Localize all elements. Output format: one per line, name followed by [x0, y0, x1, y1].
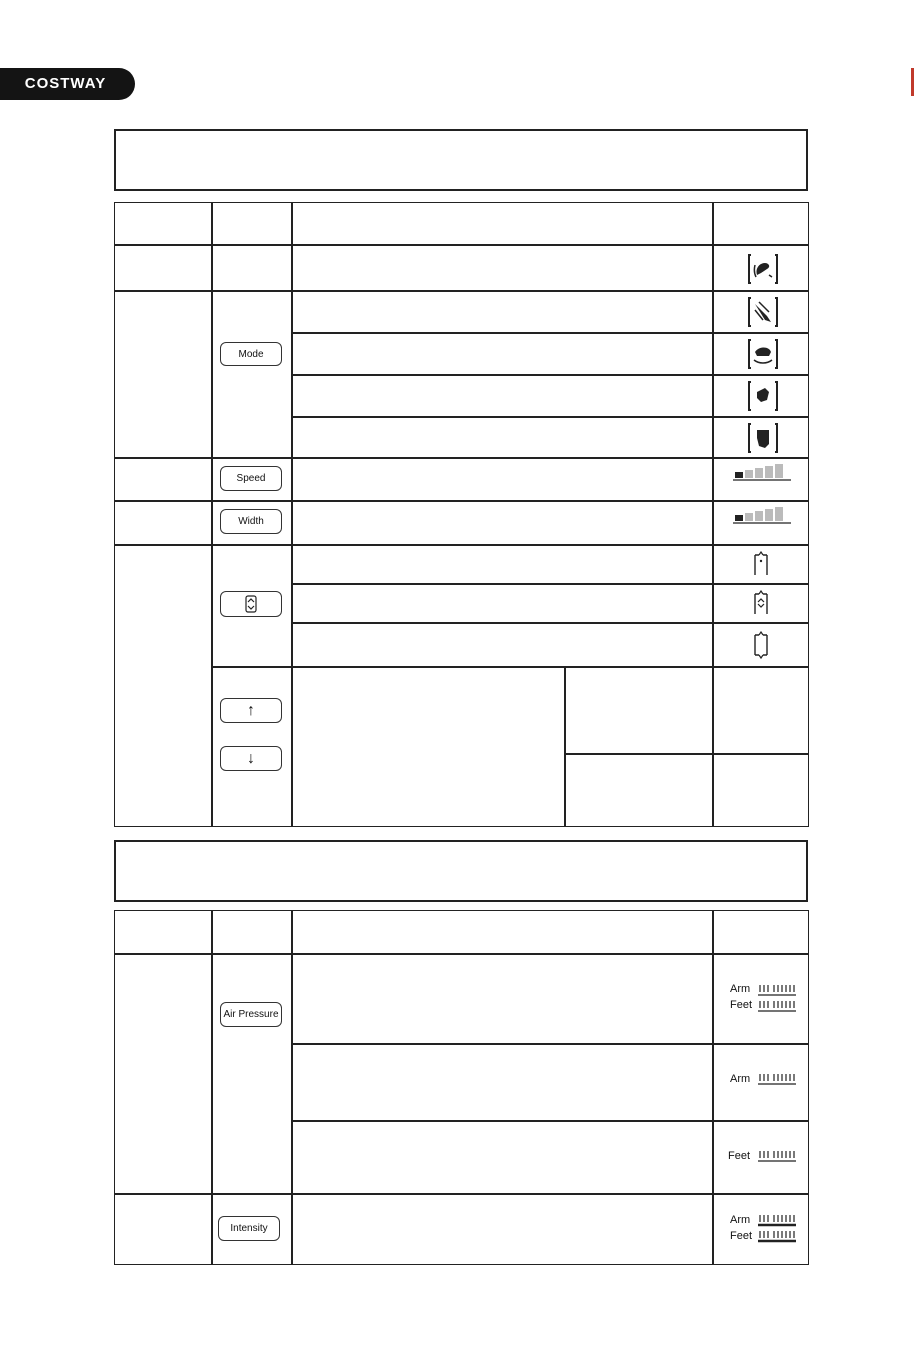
roller-middle-icon [751, 590, 771, 616]
width-level-icon [733, 505, 793, 525]
table1-title-box [114, 129, 808, 191]
intensity-level-indicator [730, 1214, 800, 1248]
arm-label: Arm [730, 983, 751, 995]
brand-logo-text: COSTWAY [24, 75, 107, 92]
speed-button[interactable] [220, 466, 282, 491]
table2-row-divider [291, 1120, 809, 1122]
table2-col-divider [291, 910, 293, 1265]
table1-col-divider [564, 666, 566, 827]
table1-row-divider [114, 290, 809, 292]
width-button-label: Width [238, 516, 264, 527]
up-button[interactable] [220, 698, 282, 723]
roller-top-icon [751, 551, 771, 577]
table1-row-divider [211, 666, 809, 668]
feet-level-bars-icon [758, 1000, 798, 1012]
position-button[interactable] [220, 591, 282, 617]
mode-button[interactable] [220, 342, 282, 366]
speed-button-label: Speed [236, 473, 266, 484]
palm-icon [745, 420, 781, 456]
intensity-button[interactable] [218, 1216, 280, 1241]
table1-col-divider [712, 202, 714, 827]
table1-row-divider [114, 500, 809, 502]
table1-row-divider [291, 374, 809, 376]
feet-intensity-bars-icon [758, 1230, 798, 1243]
arm-level-indicator [730, 1073, 800, 1089]
table1-row-divider [114, 457, 809, 459]
table2-row-divider [291, 1043, 809, 1045]
air-pressure-button[interactable] [220, 1002, 282, 1027]
feet-label: Feet [730, 1230, 753, 1242]
feet-label: Feet [730, 999, 753, 1011]
arm-feet-level-indicator [730, 983, 800, 1017]
table1-row-divider [291, 416, 809, 418]
roller-bottom-icon [751, 631, 771, 661]
table2-row-divider [114, 953, 809, 955]
table1-row-divider [564, 753, 809, 755]
table1 [114, 202, 809, 827]
intensity-button-label: Intensity [230, 1223, 268, 1234]
air-pressure-button-label: Air Pressure [223, 1009, 279, 1020]
up-arrow-icon: ↑ [247, 701, 255, 719]
table2-col-divider [211, 910, 213, 1265]
feet-level-bars-icon [758, 1150, 798, 1162]
hand-rolling-icon [745, 336, 781, 372]
hand-kneading-icon [745, 251, 781, 287]
table1-row-divider [291, 583, 809, 585]
arm-label: Arm [730, 1214, 751, 1226]
hand-tapping-icon [745, 294, 781, 330]
table2-row-divider [114, 1193, 809, 1195]
table1-col-divider [211, 202, 213, 827]
down-button[interactable] [220, 746, 282, 771]
arm-level-bars-icon [758, 1073, 798, 1085]
feet-label: Feet [728, 1150, 751, 1162]
arm-intensity-bars-icon [758, 1214, 798, 1227]
feet-level-indicator [728, 1150, 800, 1166]
table1-row-divider [114, 244, 809, 246]
brand-logo [0, 68, 135, 100]
arm-label: Arm [730, 1073, 751, 1085]
down-arrow-icon: ↓ [247, 749, 255, 767]
table1-row-divider [114, 544, 809, 546]
table2 [114, 910, 809, 1265]
fist-icon [745, 378, 781, 414]
position-icon [244, 594, 258, 614]
table1-col-divider [291, 202, 293, 827]
table1-row-divider [291, 622, 809, 624]
speed-level-icon [733, 462, 793, 482]
mode-button-label: Mode [238, 348, 264, 360]
table2-title-box [114, 840, 808, 902]
arm-level-bars-icon [758, 984, 798, 996]
table1-row-divider [291, 332, 809, 334]
table2-col-divider [712, 910, 714, 1265]
width-button[interactable] [220, 509, 282, 534]
